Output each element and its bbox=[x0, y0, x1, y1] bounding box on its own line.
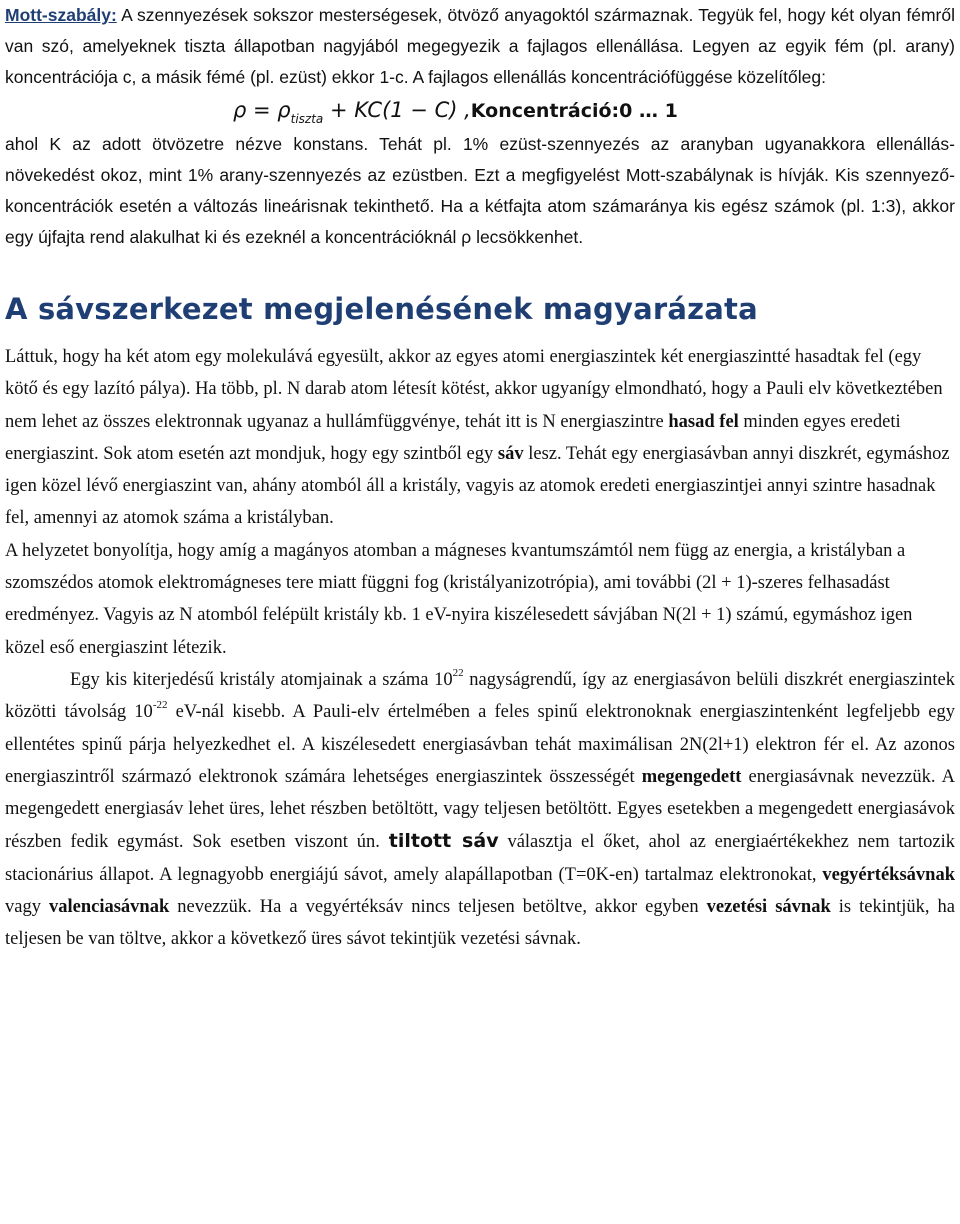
band-p3-text-c: eV-nál kisebb. A Pauli-elv értelmében a feles spinű elektronoknak energiaszintenként legfeljebb egy ellentétes spinű párja helyezkedhet el. A kiszélesedett energiasávban tehát maximálisan 2N(2l+1) elektron fér el. Az azonos energiaszintről származó elektronok számára lehetséges energiaszintek összességét bbox=[5, 702, 955, 787]
term-megengedett: megengedett bbox=[641, 766, 742, 787]
band-p1-text-a: Láttuk, hogy ha két atom egy molekulává egyesült, akkor az egyes atomi energiaszintek két energiaszintté hasadtak fel (egy kötő és egy lazító pálya). Ha több, pl. N darab atom létesít kötést, akkor ugyanígy elmondható, hogy a Pauli elv következtében nem lehet az összes elektronnak ugyanaz a hullámfüggvénye, tehát itt is N energiaszintre bbox=[5, 347, 943, 432]
exponent-minus-22: -22 bbox=[152, 699, 168, 712]
formula-rhs: + KC(1 − C) , bbox=[323, 98, 471, 122]
mott-paragraph-explanation: ahol K az adott ötvözetre nézve konstans. Tehát pl. 1% ezüst-szennyezés az aranyban ugyanakkora ellenállás-növekedést okoz, mint 1% arany-szennyezés az ezüstben. Ezt a megfigyelést Mott-szabálynak is hívják. Kis szennyező-koncentrációk esetén a változás lineárisnak tekinthető. Ha a kétfajta atom számaránya kis egész számok (pl. 1:3), akkor egy újfajta rend alakulhat ki és ezeknél a koncentrációknál ρ lecsökkenhet. bbox=[5, 134, 955, 247]
resistivity-formula bbox=[233, 93, 955, 127]
band-p3-text-f: vagy bbox=[5, 897, 49, 918]
band-p3-text-b: nagyságrendű, így az energiasávon belüli diszkrét energiaszintek közötti távolság 10 bbox=[5, 669, 955, 723]
band-p3-text-d: energiasávnak nevezzük. A megengedett energiasáv lehet üres, lehet részben betöltött, vagy teljesen betöltött. Egyes esetekben a megengedett energiasávok részben fedik egymást. Sok esetben viszont ún. bbox=[5, 766, 956, 853]
term-sav: sáv bbox=[497, 443, 524, 464]
formula-lhs: ρ = ρ bbox=[233, 98, 291, 122]
formula-concentration-range: Koncentráció:0 … 1 bbox=[470, 100, 678, 122]
band-p1-text-c: minden egyes eredeti energiaszint. Sok atom esetén azt mondjuk, hogy egy szintből egy bbox=[5, 411, 901, 464]
term-vegyerteksav: vegyértéksávnak bbox=[822, 864, 955, 885]
band-p3-text-a: Egy kis kiterjedésű kristály atomjainak a száma 10 bbox=[70, 669, 453, 690]
term-tiltott-sav: tiltott sáv bbox=[388, 830, 499, 853]
mott-rule-label: Mott-szabály: bbox=[5, 5, 117, 25]
mott-intro-text: A szennyezések sokszor mesterségesek, ötvöző anyagoktól származnak. Tegyük fel, hogy két olyan fémről van szó, amelyeknek tiszta állapotban nagyjából megegyezik a fajlagos ellenállása. Legyen az egyik fém (pl. arany) koncentrációja c, a másik fémé (pl. ezüst) ekkor 1-c. A fajlagos ellenállás koncentrációfüggése közelítőleg: bbox=[5, 5, 955, 87]
band-paragraph-3 bbox=[5, 664, 955, 956]
band-p3-text-g: nevezzük. Ha a vegyértéksáv nincs teljesen betöltve, akkor egyben bbox=[169, 897, 707, 918]
term-hasad-fel: hasad fel bbox=[668, 411, 739, 432]
band-paragraph-2: A helyzetet bonyolítja, hogy amíg a magányos atomban a mágneses kvantumszámtól nem függ az energia, a kristályban a szomszédos atomok elektromágneses tere miatt függni fog (kristályanizotrópia), ami további (2l + 1)-szeres felhasadást eredményez. Vagyis az N atomból felépült kristály kb. 1 eV-nyira kiszélesedett sávjában N(2l + 1) számú, egymáshoz igen közel eső energiaszint létezik. bbox=[5, 540, 913, 658]
formula-subscript: tiszta bbox=[290, 112, 324, 126]
section-heading: A sávszerkezet megjelenésének magyarázata bbox=[5, 292, 758, 326]
exponent-22: 22 bbox=[452, 666, 464, 679]
band-p1-text-d: lesz. Tehát egy energiasávban annyi diszkrét, egymáshoz igen közel lévő energiaszint van, ahány atomból áll a kristály, vagyis az atomok eredeti energiaszintjei annyi szintre hasadnak fel, amennyi az atomok száma a kristályban. bbox=[5, 443, 950, 529]
band-paragraph-1 bbox=[5, 341, 955, 535]
band-p3-text-h: is tekintjük, ha teljesen be van töltve, akkor a következő üres sávot tekintjük vezetési sávnak. bbox=[5, 897, 955, 950]
mott-paragraph-intro bbox=[5, 0, 955, 93]
band-p3-text-e: választja el őket, ahol az energiaértékekhez nem tartozik stacionárius állapot. A legnagyobb energiájú sávot, amely alapállapotban (T=0K-en) tartalmaz elektronokat, bbox=[5, 832, 955, 885]
term-vezetesi-sav: vezetési sávnak bbox=[706, 897, 831, 918]
term-valenciasav: valenciasávnak bbox=[48, 897, 170, 918]
